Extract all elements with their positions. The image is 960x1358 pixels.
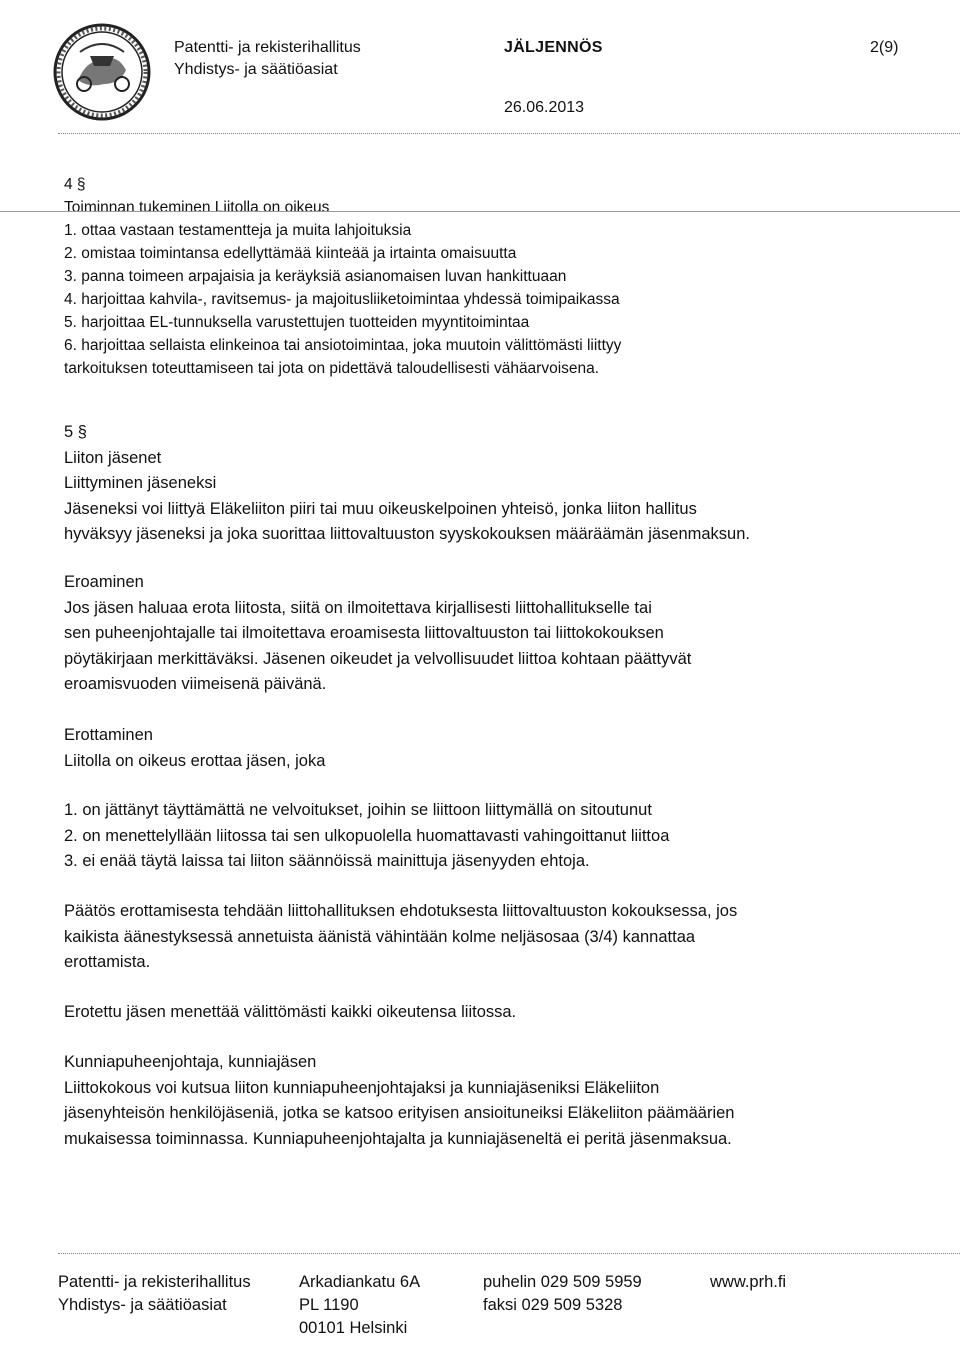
- list-item: 5. harjoittaa EL-tunnuksella varustettujen tuotteiden myyntitoimintaa: [64, 314, 530, 331]
- footer-address-line2: PL 1190: [299, 1296, 359, 1314]
- footer-org-line2: Yhdistys- ja säätiöasiat: [58, 1296, 227, 1314]
- list-item: 1. ottaa vastaan testamentteja ja muita lahjoituksia: [64, 222, 412, 239]
- section-4: [64, 173, 621, 380]
- list-item: 2. omistaa toimintansa edellyttämää kiinteää ja irtainta omaisuutta: [64, 245, 517, 262]
- section-5-heading: 5 §: [64, 423, 87, 441]
- footer-org: [58, 1271, 251, 1317]
- list-item-continuation: tarkoituksen toteuttamiseen tai jota on pidettävä taloudellisesti vähäarvoisena.: [64, 360, 600, 377]
- expelled-paragraph: [64, 1000, 516, 1026]
- paragraph-line: Jäseneksi voi liittyä Eläkeliiton piiri tai muu oikeuskelpoinen yhteisö, jonka liiton hallitus: [64, 499, 697, 518]
- list-item: 6. harjoittaa sellaista elinkeinoa tai ansiotoimintaa, joka muutoin välittömästi liittyy: [64, 337, 622, 354]
- footer-fax: faksi 029 509 5328: [483, 1296, 623, 1314]
- expel-intro: Liitolla on oikeus erottaa jäsen, joka: [64, 751, 326, 770]
- resign-title: Eroaminen: [64, 573, 144, 591]
- honorary-title: Kunniapuheenjohtaja, kunniajäsen: [64, 1053, 317, 1071]
- prh-seal-logo: [50, 22, 154, 122]
- paragraph-line: mukaisessa toiminnassa. Kunniapuheenjohtajalta ja kunniajäseneltä ei peritä jäsenmaksua.: [64, 1129, 732, 1148]
- paragraph-line: Erotettu jäsen menettää välittömästi kaikki oikeutensa liitossa.: [64, 1003, 517, 1021]
- paragraph-line: hyväksyy jäseneksi ja joka suorittaa liittovaltuuston syyskokouksen määräämän jäsenmaksun.: [64, 525, 750, 543]
- footer-phone: puhelin 029 509 5959: [483, 1273, 642, 1291]
- footer-address: [299, 1271, 420, 1340]
- footer-divider: [58, 1253, 960, 1254]
- section-5-header: [64, 420, 750, 548]
- section-4-heading: 4 §: [64, 176, 86, 193]
- footer-org-line1: Patentti- ja rekisterihallitus: [58, 1273, 251, 1291]
- paragraph-line: sen puheenjohtajalle tai ilmoitettava eroamisesta liittovaltuuston tai liittokokouksen: [64, 624, 664, 642]
- footer-address-line3: 00101 Helsinki: [299, 1319, 408, 1337]
- list-item: 3. ei enää täytä laissa tai liiton säännöissä mainittuja jäsenyyden ehtoja.: [64, 852, 590, 870]
- footer-contact: [483, 1271, 642, 1317]
- footer-address-line1: Arkadiankatu 6A: [299, 1273, 421, 1291]
- list-item: 4. harjoittaa kahvila-, ravitsemus- ja majoitusliiketoimintaa yhdessä toimipaikassa: [64, 291, 620, 308]
- footer-website-link[interactable]: www.prh.fi: [710, 1273, 787, 1291]
- paragraph-line: jäsenyhteisön henkilöjäseniä, jotka se katsoo erityisen ansioituneiksi Eläkeliiton päämäärien: [64, 1104, 735, 1122]
- document-type: JÄLJENNÖS: [504, 39, 603, 56]
- honorary-block: [64, 1050, 734, 1152]
- paragraph-line: erottamista.: [64, 953, 151, 971]
- page-number: 2(9): [870, 39, 899, 56]
- document-date: 26.06.2013: [504, 99, 585, 116]
- paragraph-line: Päätös erottamisesta tehdään liittohallituksen ehdotuksesta liittovaltuuston kokouksessa, jos: [64, 902, 738, 920]
- underline-rule: [0, 211, 960, 212]
- decision-paragraph: [64, 899, 737, 976]
- expel-block: [64, 723, 325, 774]
- expel-list: [64, 798, 669, 875]
- list-item: 3. panna toimeen arpajaisia ja keräyksiä asianomaisen luvan hankittuaan: [64, 268, 567, 285]
- paragraph-line: kaikista äänestyksessä annetuista äänistä vähintään kolme neljäsosaa (3/4) kannattaa: [64, 927, 696, 946]
- paragraph-line: pöytäkirjaan merkittäväksi. Jäsenen oikeudet ja velvollisuudet liittoa kohtaan päättyvät: [64, 649, 692, 668]
- paragraph-line: Jos jäsen haluaa erota liitosta, siitä on ilmoitettava kirjallisesti liittohallitukselle tai: [64, 598, 652, 617]
- list-item: 2. on menettelyllään liitossa tai sen ulkopuolella huomattavasti vahingoittanut liittoa: [64, 826, 670, 845]
- expel-title: Erottaminen: [64, 726, 153, 744]
- header-org-line1: Patentti- ja rekisterihallitus: [174, 39, 361, 56]
- list-item: 1. on jättänyt täyttämättä ne velvoitukset, joihin se liittoon liittymällä on sitoutunut: [64, 801, 652, 819]
- header-org-line2: Yhdistys- ja säätiöasiat: [174, 61, 338, 78]
- paragraph-line: eroamisvuoden viimeisenä päivänä.: [64, 675, 327, 693]
- resign-block: [64, 570, 691, 698]
- paragraph-line: Liittokokous voi kutsua liiton kunniapuheenjohtajaksi ja kunniajäseniksi Eläkeliiton: [64, 1078, 660, 1097]
- section-4-title: Toiminnan tukeminen Liitolla on oikeus: [64, 199, 330, 216]
- section-5-title: Liiton jäsenet: [64, 448, 162, 467]
- header-divider: [58, 133, 960, 134]
- section-5-subtitle: Liittyminen jäseneksi: [64, 474, 217, 492]
